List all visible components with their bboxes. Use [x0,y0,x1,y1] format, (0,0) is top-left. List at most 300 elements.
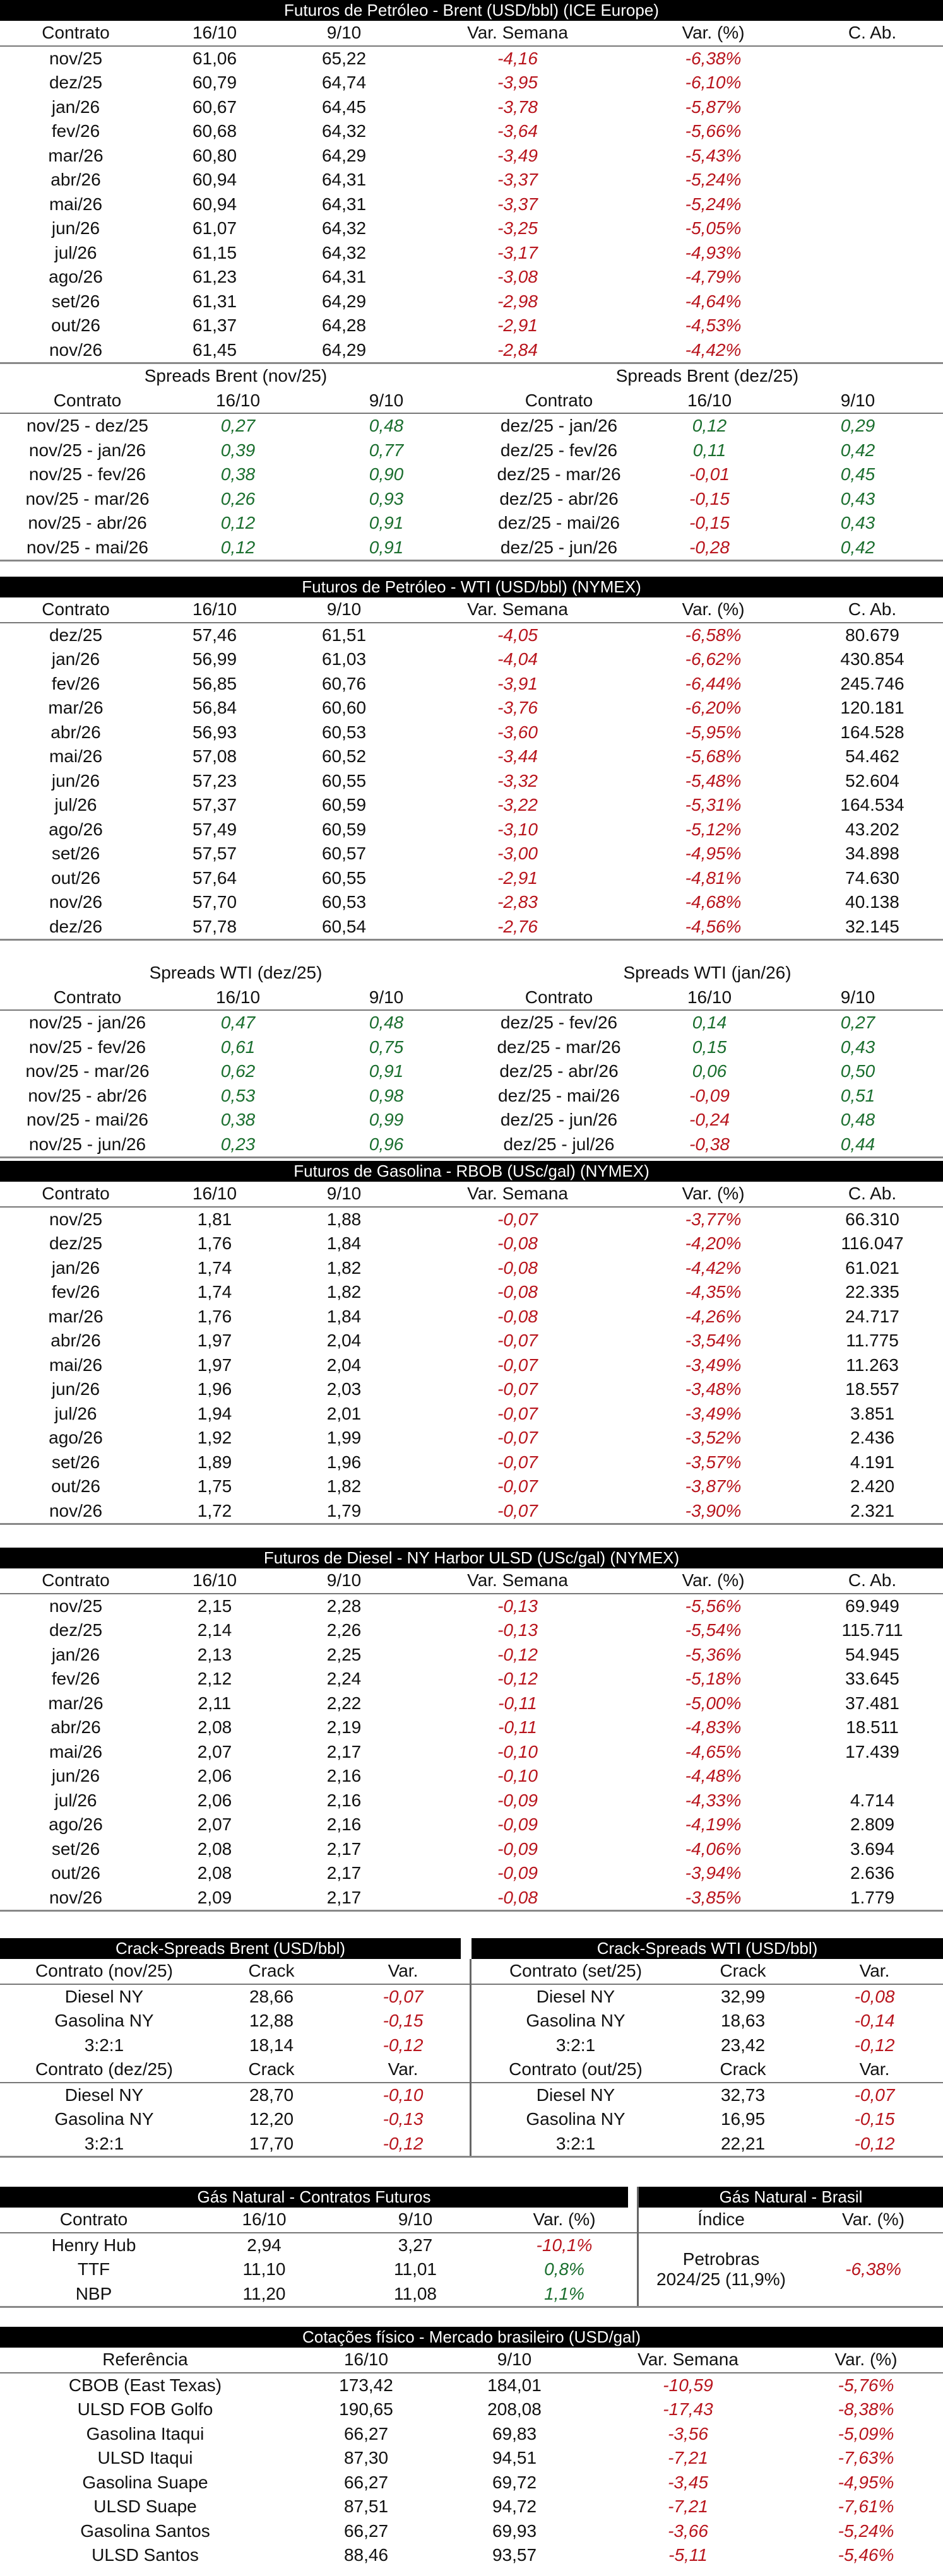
table-cell: 1,96 [326,1452,362,1472]
table-cell: -17,43 [663,2399,713,2420]
wti-spreads-title-right: Spreads WTI (jan/26) [623,963,792,983]
table-cell: abr/26 [50,1717,101,1738]
table-cell: 12,88 [249,2011,294,2031]
table-cell: Diesel NY [536,1986,615,2006]
brent-spreads-column-headers [0,389,943,415]
column-header: Contrato [525,987,593,1007]
table-cell: -3,66 [668,2520,708,2541]
table-cell: 60,55 [321,770,367,791]
column-header: Contrato [59,2209,128,2230]
table-row [0,769,943,794]
column-header: 16/10 [192,23,237,43]
table-row [0,1011,943,1035]
table-cell: 0,15 [692,1037,727,1057]
table-cell: 57,57 [192,844,237,864]
table-cell: 87,30 [343,2448,389,2468]
table-cell: 18,63 [720,2011,766,2031]
table-cell: 2,07 [197,1741,232,1761]
table-cell: 1,75 [197,1476,232,1497]
table-cell: 3:2:1 [555,2035,596,2055]
table-row [0,216,943,241]
table-cell: dez/25 - abr/26 [499,1061,619,1081]
table-cell: -3,49% [685,1403,742,1423]
table-row [472,2107,943,2132]
table-cell: 32,73 [720,2085,766,2105]
table-cell: 3,27 [398,2235,433,2255]
table-row [0,290,943,314]
table-cell: 2,04 [326,1355,362,1375]
table-cell: 0,61 [220,1037,256,1057]
table-row [0,1280,943,1305]
table-cell: nov/25 - abr/26 [28,513,147,533]
column-header: Crack [248,2059,295,2079]
column-header: C. Ab. [848,1570,897,1591]
table-row [0,1035,943,1060]
brent-title: Futuros de Petróleo - Brent (USD/bbl) (ICE Europe) [0,0,943,21]
table-row [472,1985,943,2009]
crack-column-headers [472,1959,943,1985]
table-cell: -3,00 [497,844,538,864]
table-cell: -0,08 [497,1306,538,1326]
table-cell: -2,98 [497,291,538,311]
table-cell: -0,12 [383,2035,424,2055]
table-cell: 60,52 [321,746,367,767]
table-cell: -4,06% [685,1838,742,1859]
table-row [0,1474,943,1499]
natural-gas-brazil-title: Gás Natural - Brasil [639,2187,943,2208]
column-header: Var. (%) [682,23,745,43]
table-cell: -5,46% [838,2545,894,2565]
table-cell: 57,08 [192,746,237,767]
table-cell: 28,70 [249,2085,294,2105]
table-cell: 2,13 [197,1644,232,1664]
table-cell: 64,45 [321,97,367,117]
table-cell: 0,11 [692,440,727,460]
petrobras-period: 2024/25 (11,9%) [656,2269,786,2289]
table-cell: nov/25 - fev/26 [28,464,146,485]
table-cell: -4,42% [685,1257,742,1278]
table-cell: Diesel NY [536,2085,615,2105]
table-cell: mar/26 [48,145,104,165]
column-header: Contrato (nov/25) [35,1961,173,1981]
column-header: 16/10 [192,1570,237,1591]
table-cell: -4,26% [685,1306,742,1326]
table-cell: 60,57 [321,844,367,864]
brent-spreads-titles [0,362,943,389]
table-cell: Gasolina NY [526,2011,626,2031]
table-row [0,2519,943,2544]
table-cell: 2,17 [326,1741,362,1761]
table-cell: TTF [77,2259,110,2279]
column-header: 16/10 [687,390,732,410]
table-cell: 40.138 [845,892,899,912]
table-row [0,2233,637,2258]
column-header: 9/10 [840,390,875,410]
table-row [472,2083,943,2108]
table-cell: 0,90 [369,464,404,485]
table-cell: 0,43 [840,488,875,509]
crack-column-headers [472,2057,943,2083]
column-header: Contrato (out/25) [509,2059,643,2079]
wti-title: Futuros de Petróleo - WTI (USD/bbl) (NYMEX) [0,577,943,597]
wti-spreads-titles [0,961,943,985]
table-cell: 32.145 [845,916,899,936]
table-row [0,2543,943,2568]
table-row [0,915,943,939]
table-row [0,2446,943,2471]
table-cell: 0,42 [840,440,875,460]
brent-spreads-title-left: Spreads Brent (nov/25) [144,366,328,386]
table-cell: -3,76 [497,698,538,718]
table-cell: 69.949 [845,1596,899,1616]
table-cell: 60,55 [321,867,367,888]
table-row [0,2107,470,2132]
table-row [0,2471,943,2495]
table-cell: -0,15 [689,488,730,509]
table-row [0,414,943,438]
wti-futures-table [0,577,943,941]
column-header: 16/10 [687,987,732,1007]
table-row [0,1232,943,1256]
natural-gas-column-headers [0,2208,637,2233]
table-row [0,2282,637,2307]
table-cell: nov/25 - mai/26 [27,537,148,557]
table-cell: -3,57% [685,1452,742,1472]
table-cell: 1,74 [197,1282,232,1302]
table-cell: -0,14 [854,2011,895,2031]
table-cell: -6,62% [685,649,742,669]
table-cell: abr/26 [50,170,101,190]
table-cell: -0,12 [497,1669,538,1689]
table-cell: 56,84 [192,698,237,718]
table-cell: 1,82 [326,1257,362,1278]
table-row [0,1450,943,1475]
column-header: Contrato [53,987,122,1007]
table-cell: 0,93 [369,488,404,509]
table-cell: -0,11 [498,1717,537,1738]
table-cell: jan/26 [51,1644,100,1664]
column-header: 16/10 [343,2350,389,2370]
table-cell: 88,46 [343,2545,389,2565]
table-cell: 11,01 [394,2259,437,2279]
table-cell: -3,48% [685,1379,742,1399]
table-cell: 17,70 [249,2133,294,2153]
table-cell: 2,17 [326,1887,362,1907]
table-cell: nov/25 - jan/26 [28,440,146,460]
table-cell: 11.775 [846,1331,899,1351]
table-cell: 18.557 [845,1379,899,1399]
table-cell: 43.202 [845,819,899,839]
table-cell: -3,60 [497,722,538,742]
table-cell: -5,56% [685,1596,742,1616]
table-cell: 54.462 [845,746,899,767]
table-cell: 0,45 [840,464,875,485]
table-cell: 0,48 [369,416,404,436]
table-cell: 56,93 [192,722,237,742]
table-cell: 64,32 [321,121,367,141]
wti-spreads-title-left: Spreads WTI (dez/25) [149,963,323,983]
table-cell: jul/26 [54,242,97,262]
table-cell: 0,42 [840,537,875,557]
table-cell: -0,10 [497,1741,538,1761]
table-cell: Gasolina NY [54,2109,154,2129]
gasoline-futures-table [0,1161,943,1525]
table-cell: nov/25 - dez/25 [26,416,149,436]
table-cell: -0,13 [497,1620,538,1640]
table-cell: fev/26 [51,673,100,693]
table-cell: 0,43 [840,1037,875,1057]
table-cell: 1,92 [197,1428,232,1448]
table-cell: 3.694 [850,1838,895,1859]
table-cell: mar/26 [48,1306,104,1326]
table-cell: 61,07 [192,218,237,238]
table-cell: -4,79% [685,267,742,287]
table-cell: -5,48% [685,770,742,791]
table-cell: 54.945 [845,1644,899,1664]
table-cell: -5,87% [685,97,742,117]
table-cell: 2,19 [326,1717,362,1738]
table-cell: -5,00% [685,1693,742,1713]
table-cell: -4,16 [497,48,538,68]
table-cell: 0,77 [369,440,404,460]
table-cell: 2.420 [850,1476,895,1497]
table-cell: -5,24% [685,194,742,214]
table-cell: -3,90% [685,1500,742,1520]
table-cell: fev/26 [51,121,100,141]
column-header: Var. Semana [638,2350,738,2370]
table-cell: -7,21 [668,2448,708,2468]
table-cell: 3.851 [850,1403,895,1423]
table-row [0,696,943,720]
table-cell: -0,09 [497,1790,538,1810]
table-row [0,672,943,697]
table-cell: -3,25 [497,218,538,238]
table-row [0,2397,943,2422]
table-cell: -2,83 [497,892,538,912]
table-cell: nov/25 - jan/26 [28,1013,146,1033]
table-cell: nov/25 - abr/26 [28,1085,147,1105]
table-cell: -3,94% [685,1863,742,1883]
table-cell: 64,32 [321,218,367,238]
table-cell: 0,53 [220,1085,256,1105]
column-header: 16/10 [215,987,261,1007]
table-cell: 0,38 [220,1110,256,1130]
table-cell: Diesel NY [64,2085,144,2105]
table-cell: dez/25 - abr/26 [499,488,619,509]
table-cell: -3,64 [497,121,538,141]
table-cell: mai/26 [49,1741,103,1761]
table-cell: 56,99 [192,649,237,669]
table-cell: 120.181 [840,698,904,718]
table-cell: 2.809 [850,1814,895,1835]
table-cell: 56,85 [192,673,237,693]
table-cell: 1,88 [326,1209,362,1229]
table-cell: -0,09 [497,1814,538,1835]
table-cell: 3:2:1 [555,2133,596,2153]
table-cell: 1,82 [326,1476,362,1497]
table-cell: 1,82 [326,1282,362,1302]
table-cell: -0,07 [854,2085,895,2105]
column-header: Var. Semana [467,23,568,43]
table-row [0,1132,943,1157]
table-cell: 66,27 [343,2472,389,2492]
table-cell: 60,94 [192,170,237,190]
physical-column-headers [0,2348,943,2373]
petrobras-var: -6,38% [845,2259,901,2279]
table-cell: -3,85% [685,1887,742,1907]
table-cell: -0,07 [497,1331,538,1351]
table-cell: ULSD Itaqui [97,2448,193,2468]
table-cell: 2,26 [326,1620,362,1640]
table-cell: 61,37 [192,315,237,336]
column-header: 9/10 [326,599,362,620]
brent-column-headers [0,21,943,47]
table-cell: nov/26 [49,892,103,912]
table-cell: dez/25 [49,1620,103,1640]
table-cell: ULSD FOB Golfo [77,2399,213,2420]
table-cell: 12,20 [249,2109,294,2129]
table-cell: 11,08 [394,2283,437,2303]
column-header: Índice [697,2209,745,2230]
table-cell: 60,53 [321,892,367,912]
table-cell: -0,15 [854,2109,895,2129]
table-cell: 64,32 [321,242,367,262]
table-cell: 0,51 [840,1085,875,1105]
column-header: Crack [720,1961,766,1981]
table-cell: -3,10 [497,819,538,839]
table-cell: 57,64 [192,867,237,888]
column-header: Var. (%) [682,1184,745,1204]
table-cell: nov/25 - fev/26 [28,1037,146,1057]
table-cell: set/26 [51,1452,100,1472]
table-cell: 0,91 [369,537,404,557]
table-cell: 66,27 [343,2423,389,2444]
table-cell: nov/25 [49,1596,103,1616]
table-cell: 28,66 [249,1986,294,2006]
table-cell: -3,37 [497,194,538,214]
table-cell: 2,03 [326,1379,362,1399]
column-header: 16/10 [192,1184,237,1204]
column-header: 9/10 [369,390,404,410]
natural-gas-brazil-column-headers [639,2208,943,2233]
gasoline-title: Futuros de Gasolina - RBOB (USc/gal) (NYMEX) [0,1161,943,1182]
column-header: C. Ab. [848,23,897,43]
table-cell: 57,70 [192,892,237,912]
table-cell: -4,95% [685,844,742,864]
natural-gas-table [0,2187,943,2308]
table-cell: Gasolina Suape [82,2472,208,2492]
table-cell: nov/25 - mar/26 [25,1061,150,1081]
diesel-title: Futuros de Diesel - NY Harbor ULSD (USc/gal) (NYMEX) [0,1548,943,1568]
crack-spreads-titles [0,1938,943,1959]
table-cell: ULSD Santos [92,2545,199,2565]
table-row [0,1691,943,1716]
table-cell: nov/26 [49,1500,103,1520]
column-header: Crack [720,2059,766,2079]
table-cell: -0,01 [689,464,730,485]
table-cell: -4,56% [685,916,742,936]
table-row [0,1402,943,1426]
table-cell: -3,08 [497,267,538,287]
column-header: Contrato [525,390,593,410]
table-cell: -0,10 [497,1766,538,1786]
table-row [0,2495,943,2519]
table-cell: 0,96 [369,1134,404,1154]
table-cell: 66.310 [845,1209,899,1229]
table-cell: 173,42 [339,2375,393,2395]
table-cell: -0,28 [689,537,730,557]
table-cell: -10,59 [663,2375,713,2395]
table-cell: 1,1% [544,2283,584,2303]
natural-gas-futures-title: Gás Natural - Contratos Futuros [0,2187,628,2208]
table-cell: nov/25 [49,1209,103,1229]
table-cell: -2,91 [497,315,538,336]
table-row [0,2033,470,2058]
wti-rows [0,623,943,939]
table-cell: 64,29 [321,291,367,311]
table-row [0,1084,943,1109]
table-row [0,1643,943,1667]
table-cell: 1,97 [197,1355,232,1375]
table-cell: -0,07 [497,1476,538,1497]
table-cell: -0,07 [497,1452,538,1472]
table-cell: nov/25 - jun/26 [28,1134,146,1154]
table-row [0,1499,943,1524]
table-cell: 57,49 [192,819,237,839]
table-cell: 74.630 [845,867,899,888]
table-cell: 2,04 [326,1331,362,1351]
table-cell: 18.511 [846,1717,899,1738]
table-cell: dez/25 [49,625,103,645]
crack-block [0,1959,943,2057]
column-header: Contrato (dez/25) [35,2059,173,2079]
table-cell: -4,64% [685,291,742,311]
column-header: 16/10 [192,599,237,620]
table-cell: 1,99 [326,1428,362,1448]
table-row [0,487,943,512]
table-cell: 34.898 [845,844,899,864]
table-cell: -2,76 [497,916,538,936]
table-cell: -0,12 [497,1644,538,1664]
table-cell: 4.714 [850,1790,895,1810]
table-cell: -3,54% [685,1331,742,1351]
table-row [0,511,943,536]
table-cell: 57,78 [192,916,237,936]
table-cell: 0,27 [840,1013,875,1033]
table-cell: 0,12 [692,416,727,436]
table-cell: 16,95 [720,2109,766,2129]
table-cell: nov/26 [49,1887,103,1907]
table-cell: 61,03 [321,649,367,669]
table-row [0,866,943,891]
column-header: Contrato (set/25) [509,1961,643,1981]
column-header: Contrato [42,23,110,43]
table-cell: 430.854 [840,649,904,669]
table-row [0,1789,943,1813]
table-cell: 60,79 [192,73,237,93]
crack-column-headers [0,2057,470,2083]
table-cell: 60,60 [321,698,367,718]
table-cell: 60,54 [321,916,367,936]
table-cell: 60,59 [321,795,367,815]
table-cell: 87,51 [343,2497,389,2517]
table-cell: -0,15 [383,2011,424,2031]
table-cell: 22.335 [845,1282,899,1302]
table-cell: 0,26 [220,488,256,509]
table-cell: 0,47 [220,1013,256,1033]
table-row [472,2132,943,2156]
table-cell: 60,53 [321,722,367,742]
